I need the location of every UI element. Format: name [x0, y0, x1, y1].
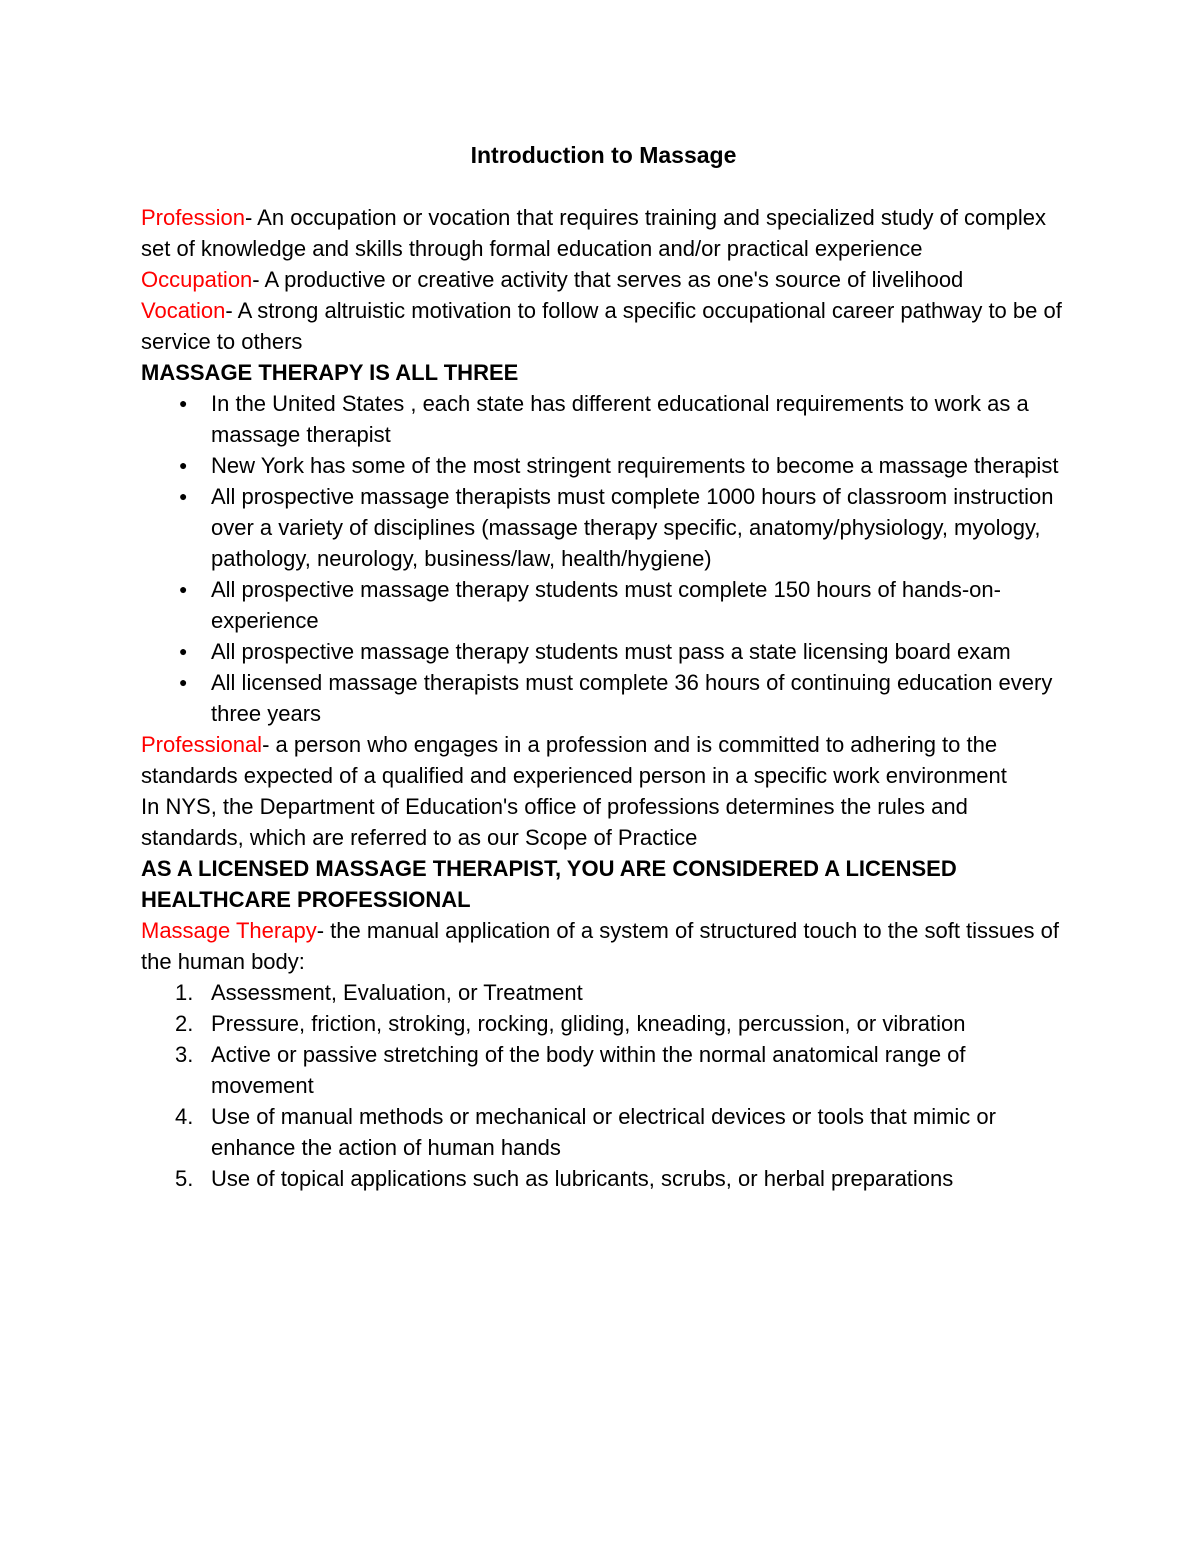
list-item: [141, 1039, 1066, 1101]
definition-professional-text: - a person who engages in a profession and is committed to adhering to the standards expected of a qualified and experienced person in a specific work environment: [141, 732, 1007, 788]
list-item: [141, 667, 1066, 729]
list-item-text: Assessment, Evaluation, or Treatment: [211, 980, 583, 1005]
heading-all-three: MASSAGE THERAPY IS ALL THREE: [141, 360, 519, 385]
list-item-text: All prospective massage therapy students must pass a state licensing board exam: [211, 639, 1011, 664]
list-item-text: All licensed massage therapists must complete 36 hours of continuing education every three years: [211, 670, 1053, 726]
list-number: 5.: [175, 1166, 194, 1191]
massage-therapy-list: [141, 977, 1066, 1194]
nys-paragraph: In NYS, the Department of Education's office of professions determines the rules and standards, which are referred to as our Scope of Practice: [141, 794, 968, 850]
list-item-text: Active or passive stretching of the body within the normal anatomical range of movement: [211, 1042, 966, 1098]
definition-vocation: [141, 295, 1066, 357]
list-item: [141, 1101, 1066, 1163]
bullet-dot-icon: ●: [179, 581, 188, 597]
list-item: [141, 1008, 1066, 1039]
list-number: 1.: [175, 980, 194, 1005]
list-item: [141, 481, 1066, 574]
definition-vocation-text: - A strong altruistic motivation to follow a specific occupational career pathway to be of service to others: [141, 298, 1062, 354]
bullet-dot-icon: ●: [179, 488, 188, 504]
list-item-text: Use of topical applications such as lubricants, scrubs, or herbal preparations: [211, 1166, 954, 1191]
definition-professional: [141, 729, 1066, 791]
list-item-text: All prospective massage therapy students must complete 150 hours of hands-on-experience: [211, 577, 1001, 633]
list-item: [141, 1163, 1066, 1194]
definition-massage-therapy-text: - the manual application of a system of structured touch to the soft tissues of the human body:: [141, 918, 1059, 974]
list-item: [141, 450, 1066, 481]
heading-licensed: AS A LICENSED MASSAGE THERAPIST, YOU ARE CONSIDERED A LICENSED HEALTHCARE PROFESSIONAL: [141, 856, 957, 912]
term-profession: Profession: [141, 205, 245, 230]
definition-profession-text: - An occupation or vocation that requires training and specialized study of complex set of knowledge and skills through formal education and/or practical experience: [141, 205, 1046, 261]
definition-profession: [141, 202, 1066, 264]
definition-massage-therapy: [141, 915, 1066, 977]
list-item: [141, 388, 1066, 450]
requirements-list: [141, 388, 1066, 729]
term-professional: Professional: [141, 732, 263, 757]
list-number: 4.: [175, 1104, 194, 1129]
list-item-text: In the United States , each state has different educational requirements to work as a massage therapist: [211, 391, 1029, 447]
list-item-text: All prospective massage therapists must complete 1000 hours of classroom instruction over a variety of disciplines (massage therapy specific, anatomy/physiology, myology, pathology, neurology, business/law, health/hygiene): [211, 484, 1054, 571]
list-item: [141, 977, 1066, 1008]
term-occupation: Occupation: [141, 267, 253, 292]
list-item-text: Pressure, friction, stroking, rocking, gliding, kneading, percussion, or vibration: [211, 1011, 966, 1036]
list-item-text: Use of manual methods or mechanical or electrical devices or tools that mimic or enhance the action of human hands: [211, 1104, 996, 1160]
bullet-dot-icon: ●: [179, 643, 188, 659]
list-number: 3.: [175, 1042, 194, 1067]
bullet-dot-icon: ●: [179, 457, 188, 473]
list-item: [141, 636, 1066, 667]
term-vocation: Vocation: [141, 298, 226, 323]
bullet-dot-icon: ●: [179, 674, 188, 690]
page-title: Introduction to Massage: [470, 142, 737, 168]
list-item: [141, 574, 1066, 636]
document-page: [141, 140, 1066, 1194]
list-number: 2.: [175, 1011, 194, 1036]
term-massage-therapy: Massage Therapy: [141, 918, 317, 943]
definition-occupation: [141, 264, 1066, 295]
list-item-text: New York has some of the most stringent requirements to become a massage therapist: [211, 453, 1059, 478]
definition-occupation-text: - A productive or creative activity that serves as one's source of livelihood: [252, 267, 964, 292]
bullet-dot-icon: ●: [179, 395, 188, 411]
